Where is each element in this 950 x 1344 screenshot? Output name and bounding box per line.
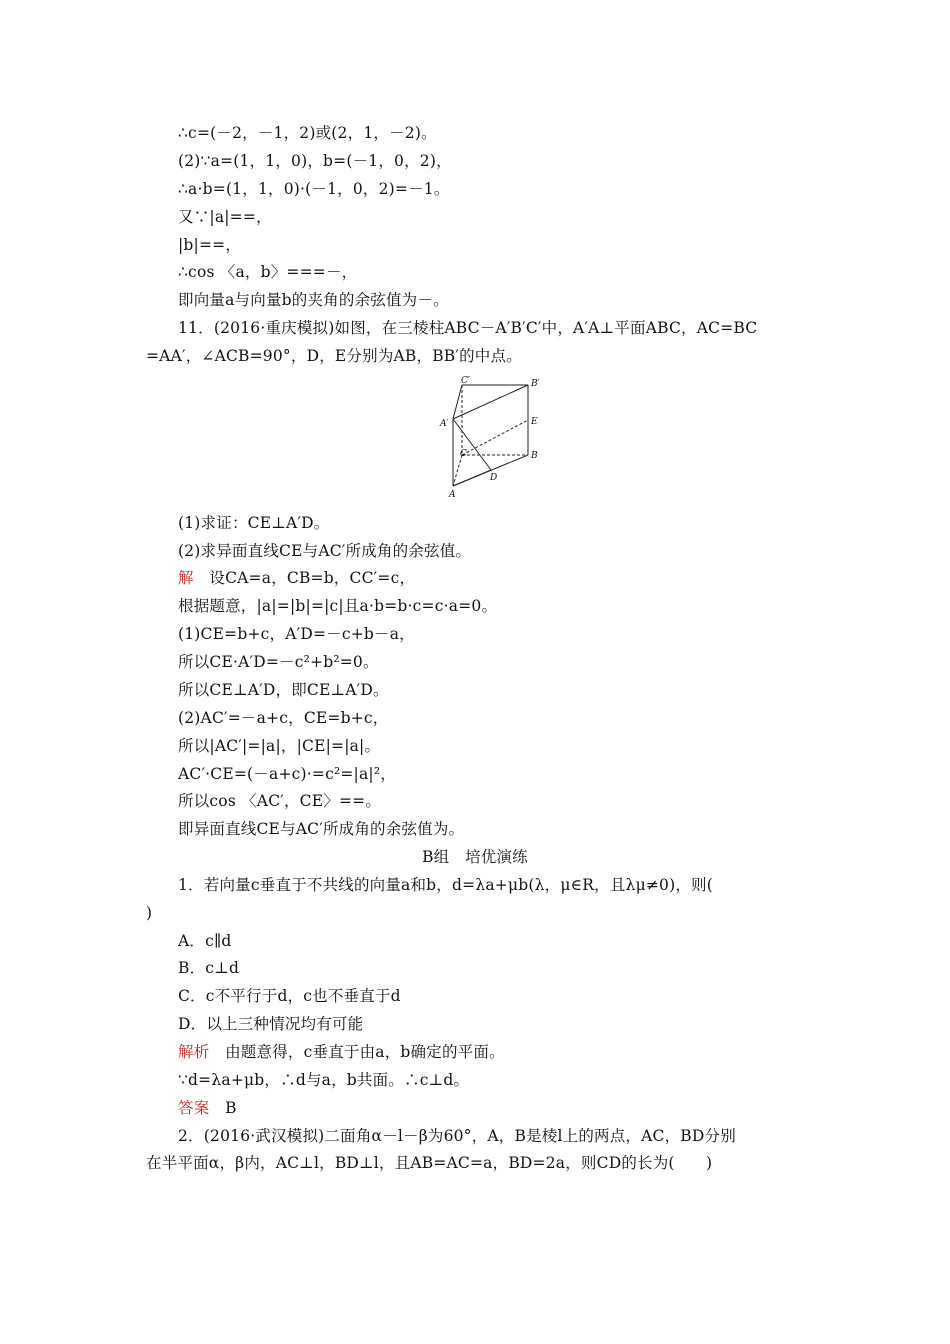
analysis-line [178, 1042, 505, 1062]
solution-line: 所以cos 〈AC′，CE〉==。 [178, 792, 382, 810]
answer-value: B [225, 1099, 237, 1117]
question-2-stem-continued: 在半平面α，β内，AC⊥l，BD⊥l，且AB=AC=a，BD=2a，则CD的长为( ) [146, 1154, 713, 1172]
question-11-part2: (2)求异面直线CE与AC′所成角的余弦值。 [178, 542, 472, 560]
solution-line [178, 568, 415, 588]
prism-figure [432, 374, 552, 504]
vertex-label-d: D [490, 473, 498, 483]
solution-line: 所以CE⊥A′D，即CE⊥A′D。 [178, 681, 389, 699]
solution-label: 解 [178, 569, 194, 587]
vertex-label-a: A [449, 490, 456, 500]
solution-line: (1)CE=b+c，A′D=－c+b－a， [178, 625, 415, 643]
section-title: B组 培优演练 [422, 848, 528, 866]
question-11-stem: 11．(2016·重庆模拟)如图，在三棱柱ABC－A′B′C′中，A′A⊥平面ABC，AC=BC [178, 319, 758, 337]
question-1-stem: 1．若向量c垂直于不共线的向量a和b，d=λa+μb(λ，μ∈R，且λμ≠0)，则( [178, 876, 713, 894]
text-line: ∴cos 〈a，b〉===－， [178, 263, 358, 281]
question-2-stem: 2．(2016·武汉模拟)二面角α－l－β为60°，A，B是棱l上的两点，AC，BD分别 [178, 1127, 736, 1145]
question-11-part1: (1)求证：CE⊥A′D。 [178, 514, 330, 532]
question-1-stem-continued: ) [146, 904, 153, 922]
analysis-label: 解析 [178, 1043, 210, 1061]
analysis-text: 由题意得，c垂直于由a，b确定的平面。 [225, 1043, 505, 1061]
solution-line: (2)AC′=－a+c，CE=b+c， [178, 709, 389, 727]
text-line: (2)∵a=(1，1，0)，b=(－1，0，2)， [178, 152, 452, 170]
text-line: ∴a·b=(1，1，0)·(－1，0，2)=－1。 [178, 180, 450, 198]
answer-label: 答案 [178, 1099, 210, 1117]
vertex-label-e: E [531, 417, 538, 427]
option-b: B．c⊥d [178, 959, 240, 977]
vertex-label-b: B [531, 451, 538, 461]
solution-text: 设CA=a，CB=b，CC′=c， [209, 569, 416, 587]
text-line: 即向量a与向量b的夹角的余弦值为－。 [178, 291, 449, 309]
solution-line: 所以|AC′|=|a|，|CE|=|a|。 [178, 737, 381, 755]
vertex-label-a1: A′ [440, 419, 449, 429]
solution-line: 即异面直线CE与AC′所成角的余弦值为。 [178, 820, 465, 838]
answer-line [178, 1098, 237, 1118]
solution-line: 根据题意，|a|=|b|=|c|且a·b=b·c=c·a=0。 [178, 597, 498, 615]
analysis-line-2: ∵d=λa+μb，∴d与a，b共面。∴c⊥d。 [178, 1071, 470, 1089]
option-a: A．c∥d [178, 932, 232, 950]
solution-line: 所以CE·A′D=－c²+b²=0。 [178, 653, 379, 671]
option-d: D．以上三种情况均有可能 [178, 1015, 364, 1033]
vertex-label-b1: B′ [531, 379, 540, 389]
question-11-stem-continued: =AA′，∠ACB=90°，D，E分别为AB，BB′的中点。 [146, 347, 522, 365]
text-line: ∴c=(－2，－1，2)或(2，1，－2)。 [178, 124, 437, 142]
vertex-label-c1: C′ [461, 376, 470, 386]
solution-line: AC′·CE=(－a+c)·=c²=|a|²， [178, 765, 396, 783]
text-line: |b|==， [178, 236, 242, 254]
vertex-label-c: C [460, 449, 467, 459]
prism-diagram [432, 374, 552, 504]
text-line: 又∵|a|==， [178, 208, 272, 226]
option-c: C．c不平行于d，c也不垂直于d [178, 987, 401, 1005]
